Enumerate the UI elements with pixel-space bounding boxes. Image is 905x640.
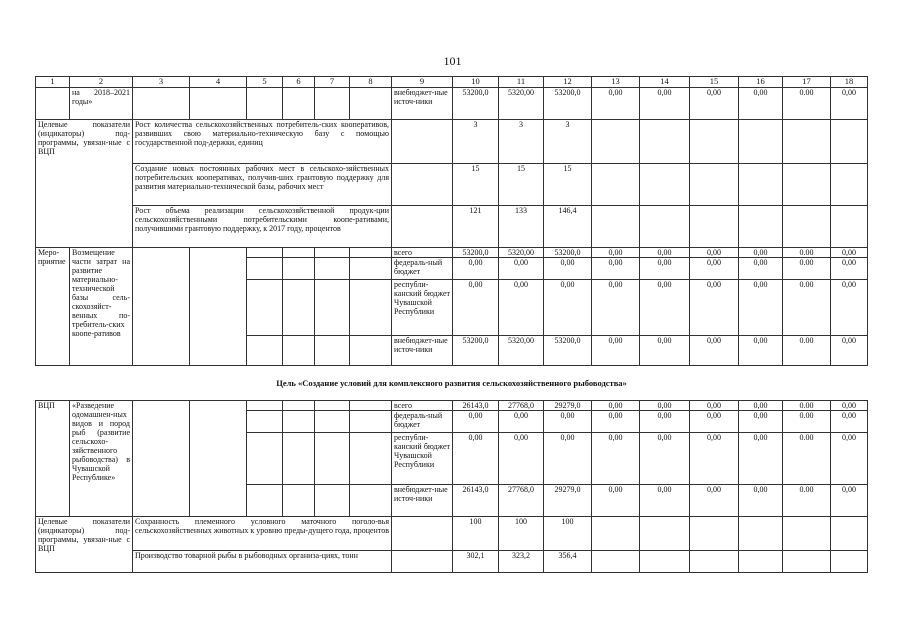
value-cell: 0,00	[690, 280, 739, 336]
header-cell: 2	[70, 77, 133, 88]
value-cell: 0,00	[640, 411, 690, 433]
source-cell: республи-канский бюджет Чувашской Республики	[392, 433, 453, 485]
table-cell	[831, 164, 868, 206]
table-cell	[283, 485, 315, 517]
table-cell	[247, 433, 283, 485]
table-cell	[133, 88, 190, 120]
value-cell: 0,00	[640, 433, 690, 485]
value-cell: 0,00	[690, 411, 739, 433]
table-cell	[315, 88, 350, 120]
header-cell: 16	[739, 77, 783, 88]
source-cell: федераль-ный бюджет	[392, 258, 453, 280]
table-cell	[783, 517, 831, 551]
value-cell: 53200,0	[453, 248, 499, 258]
value-cell: 0,00	[544, 433, 592, 485]
table-cell	[283, 88, 315, 120]
table-cell	[133, 248, 190, 366]
value-cell: 0,00	[739, 401, 783, 411]
table-cell	[739, 120, 783, 164]
value-cell: 0,00	[592, 485, 640, 517]
value-cell: 3	[453, 120, 499, 164]
value-cell: 0.00	[783, 411, 831, 433]
header-cell: 4	[190, 77, 247, 88]
table-cell	[350, 248, 392, 258]
value-cell: 0,00	[831, 401, 868, 411]
table-cell	[831, 551, 868, 573]
table-cell	[350, 88, 392, 120]
table-cell	[392, 206, 453, 248]
value-cell: 0,00	[831, 485, 868, 517]
table-row	[36, 206, 868, 248]
value-cell: 53200,0	[453, 88, 499, 120]
table-cell	[350, 401, 392, 411]
value-cell: 0.00	[783, 433, 831, 485]
table-cell	[133, 401, 190, 517]
value-cell: 323,2	[499, 551, 544, 573]
table-row	[36, 401, 868, 411]
table-cell	[247, 336, 283, 366]
value-cell: 0,00	[690, 88, 739, 120]
table-cell	[315, 433, 350, 485]
indicator-text: Производство товарной рыбы в рыбоводных организа-циях, тонн	[133, 551, 392, 573]
value-cell: 53200,0	[544, 248, 592, 258]
table-cell	[283, 411, 315, 433]
table-cell	[592, 517, 640, 551]
value-cell: 5320,00	[499, 336, 544, 366]
header-cell: 3	[133, 77, 190, 88]
table-cell	[247, 485, 283, 517]
table-cell	[783, 164, 831, 206]
table-row	[36, 551, 868, 573]
table-row	[36, 164, 868, 206]
table-cell	[592, 551, 640, 573]
table-cell	[350, 336, 392, 366]
table-cell	[640, 517, 690, 551]
table-cell	[783, 206, 831, 248]
table-cell	[739, 206, 783, 248]
source-cell: внебюджет-ные источ-ники	[392, 336, 453, 366]
table-cell	[190, 248, 247, 366]
header-cell: 7	[315, 77, 350, 88]
table-cell	[283, 248, 315, 258]
value-cell: 100	[453, 517, 499, 551]
table-row	[36, 77, 868, 88]
value-cell: 0,00	[739, 336, 783, 366]
value-cell: 0,00	[831, 280, 868, 336]
source-cell: республи-канский бюджет Чувашской Республики	[392, 280, 453, 336]
table-cell	[315, 258, 350, 280]
source-cell: всего	[392, 248, 453, 258]
header-cell: 8	[350, 77, 392, 88]
table-cell	[247, 248, 283, 258]
table-cell	[315, 280, 350, 336]
name-cell: Возмещение части затрат на развитие материально-технической базы сель-скохозяйст-венных по-требитель-ских коопе-ративов	[70, 248, 133, 366]
value-cell: 0,00	[690, 258, 739, 280]
header-cell: 14	[640, 77, 690, 88]
table-cell	[640, 551, 690, 573]
header-cell: 1	[36, 77, 70, 88]
table-cell	[640, 164, 690, 206]
table-cell	[283, 258, 315, 280]
table-cell	[640, 206, 690, 248]
value-cell: 26143,0	[453, 401, 499, 411]
table-cell	[831, 206, 868, 248]
table-cell	[640, 120, 690, 164]
value-cell: 0,00	[831, 336, 868, 366]
value-cell: 0,00	[592, 258, 640, 280]
value-cell: 0,00	[592, 336, 640, 366]
table-cell	[247, 411, 283, 433]
value-cell: 26143,0	[453, 485, 499, 517]
table-row	[36, 517, 868, 551]
table-cell	[283, 401, 315, 411]
value-cell: 0,00	[739, 411, 783, 433]
budget-table	[35, 76, 868, 573]
value-cell: 0,00	[592, 280, 640, 336]
header-cell: 18	[831, 77, 868, 88]
value-cell: 0.00	[783, 336, 831, 366]
table-cell	[247, 88, 283, 120]
value-cell: 29279,0	[544, 485, 592, 517]
table-cell	[739, 164, 783, 206]
header-cell: 5	[247, 77, 283, 88]
value-cell: 0,00	[453, 280, 499, 336]
table-cell	[350, 485, 392, 517]
indicator-text: Создание новых постоянных рабочих мест в сельскохо-зяйственных потребительских кооперативах, получив-ших грантовую поддержку для развития материально-технической базы, рабочих мест	[133, 164, 392, 206]
value-cell: 0,00	[640, 485, 690, 517]
value-cell: 0,00	[739, 433, 783, 485]
table-cell	[392, 517, 453, 551]
value-cell: 0,00	[592, 88, 640, 120]
table-cell	[392, 551, 453, 573]
table-cell	[592, 206, 640, 248]
type-cell: ВЦП	[36, 401, 70, 517]
value-cell: 0,00	[690, 485, 739, 517]
table-cell	[36, 88, 70, 120]
table-cell	[690, 120, 739, 164]
value-cell: 27768,0	[499, 401, 544, 411]
value-cell: 0,00	[592, 433, 640, 485]
table-cell	[247, 280, 283, 336]
value-cell: 121	[453, 206, 499, 248]
value-cell: 100	[544, 517, 592, 551]
value-cell: 0,00	[453, 433, 499, 485]
table-row	[36, 366, 868, 401]
value-cell: 0,00	[739, 485, 783, 517]
table-cell	[190, 88, 247, 120]
target-label: Целевые показатели (индикаторы) под-программы, увязан-ные с ВЦП	[36, 120, 133, 248]
type-cell: Меро-приятие	[36, 248, 70, 366]
value-cell: 0,00	[499, 411, 544, 433]
table-cell	[783, 551, 831, 573]
table-cell	[831, 517, 868, 551]
header-cell: 13	[592, 77, 640, 88]
table-cell	[315, 336, 350, 366]
header-cell: 15	[690, 77, 739, 88]
value-cell: 0,00	[831, 248, 868, 258]
table-cell	[350, 280, 392, 336]
value-cell: 15	[499, 164, 544, 206]
source-cell: внебюджет-ные источ-ники	[392, 485, 453, 517]
value-cell: 5320,00	[499, 248, 544, 258]
table-cell	[392, 120, 453, 164]
value-cell: 0,00	[831, 433, 868, 485]
value-cell: 0,00	[499, 258, 544, 280]
value-cell: 53200,0	[544, 88, 592, 120]
value-cell: 0,00	[499, 280, 544, 336]
value-cell: 0,00	[640, 336, 690, 366]
value-cell: 0.00	[783, 258, 831, 280]
table-cell	[831, 120, 868, 164]
table-cell	[592, 164, 640, 206]
table-cell	[283, 336, 315, 366]
header-cell: 10	[453, 77, 499, 88]
table-cell	[690, 206, 739, 248]
value-cell: 0,00	[690, 401, 739, 411]
value-cell: 0,00	[592, 411, 640, 433]
table-cell	[247, 401, 283, 411]
value-cell: 15	[453, 164, 499, 206]
table-cell	[315, 485, 350, 517]
table-row	[36, 248, 868, 258]
value-cell: 27768,0	[499, 485, 544, 517]
value-cell: 0,00	[592, 401, 640, 411]
table-cell	[690, 517, 739, 551]
value-cell: 0.00	[783, 280, 831, 336]
value-cell: 133	[499, 206, 544, 248]
value-cell: 0,00	[640, 248, 690, 258]
value-cell: 0.00	[783, 485, 831, 517]
source-cell: внебюджет-ные источ-ники	[392, 88, 453, 120]
value-cell: 53200,0	[453, 336, 499, 366]
table-row	[36, 120, 868, 164]
value-cell: 0,00	[831, 88, 868, 120]
value-cell: 5320,00	[499, 88, 544, 120]
target-label: Целевые показатели (индикаторы) под-программы, увязан-ные с ВЦП	[36, 517, 133, 573]
header-cell: 17	[783, 77, 831, 88]
value-cell: 53200,0	[544, 336, 592, 366]
value-cell: 0.00	[783, 401, 831, 411]
value-cell: 0,00	[544, 280, 592, 336]
value-cell: 0,00	[640, 280, 690, 336]
table-cell	[350, 433, 392, 485]
value-cell: 0,00	[544, 411, 592, 433]
value-cell: 15	[544, 164, 592, 206]
table-cell	[592, 120, 640, 164]
value-cell: 0,00	[739, 280, 783, 336]
value-cell: 100	[499, 517, 544, 551]
value-cell: 0,00	[690, 433, 739, 485]
value-cell: 0,00	[739, 248, 783, 258]
indicator-text: Сохранность племенного условного маточного поголо-вья сельскохозяйственных животных к уровню преды-дущего года, процентов	[133, 517, 392, 551]
value-cell: 146,4	[544, 206, 592, 248]
table-cell	[690, 164, 739, 206]
table-cell	[247, 258, 283, 280]
value-cell: 0,00	[739, 88, 783, 120]
table-cell	[190, 401, 247, 517]
table-cell	[783, 120, 831, 164]
table-cell	[315, 401, 350, 411]
table-cell	[283, 280, 315, 336]
value-cell: 0,00	[592, 248, 640, 258]
header-cell: 12	[544, 77, 592, 88]
value-cell: 0,00	[690, 336, 739, 366]
table-cell	[350, 411, 392, 433]
goal-title: Цель «Создание условий для комплексного развития сельскохозяйственного рыбоводства»	[36, 366, 868, 401]
table-cell	[315, 411, 350, 433]
source-cell: всего	[392, 401, 453, 411]
value-cell: 3	[499, 120, 544, 164]
value-cell: 0.00	[783, 88, 831, 120]
table-row	[36, 88, 868, 120]
value-cell: 0,00	[544, 258, 592, 280]
value-cell: 0.00	[783, 248, 831, 258]
name-cell: «Разведение одомашнен-ных видов и пород рыб (развитие сельскохо-зяйственного рыбоводства) в Чувашской Республике»	[70, 401, 133, 517]
indicator-text: Рост объема реализации сельскохозяйственной продук-ции сельскохозяйственными потребительскими коопе-ративами, получившими грантовую поддержку, к 2017 году, процентов	[133, 206, 392, 248]
value-cell: 0,00	[831, 411, 868, 433]
value-cell: 356,4	[544, 551, 592, 573]
table-cell	[315, 248, 350, 258]
source-cell: федераль-ный бюджет	[392, 411, 453, 433]
value-cell: 29279,0	[544, 401, 592, 411]
table-cell	[739, 551, 783, 573]
header-cell: 9	[392, 77, 453, 88]
value-cell: 0,00	[831, 258, 868, 280]
value-cell: 302,1	[453, 551, 499, 573]
value-cell: 0,00	[453, 411, 499, 433]
value-cell: 0,00	[640, 258, 690, 280]
value-cell: 0,00	[739, 258, 783, 280]
name-cell: на 2018–2021 годы»	[70, 88, 133, 120]
value-cell: 0,00	[499, 433, 544, 485]
table-cell	[283, 433, 315, 485]
table-cell	[350, 258, 392, 280]
indicator-text: Рост количества сельскохозяйственных потребитель-ских кооперативов, развивших свою материально-техническую базу с помощью государственной под-держки, единиц	[133, 120, 392, 164]
value-cell: 0,00	[640, 401, 690, 411]
value-cell: 0,00	[690, 248, 739, 258]
table-cell	[690, 551, 739, 573]
value-cell: 0,00	[640, 88, 690, 120]
header-cell: 6	[283, 77, 315, 88]
table-cell	[392, 164, 453, 206]
value-cell: 0,00	[453, 258, 499, 280]
page-number: 101	[443, 54, 462, 68]
table-cell	[739, 517, 783, 551]
value-cell: 3	[544, 120, 592, 164]
header-cell: 11	[499, 77, 544, 88]
